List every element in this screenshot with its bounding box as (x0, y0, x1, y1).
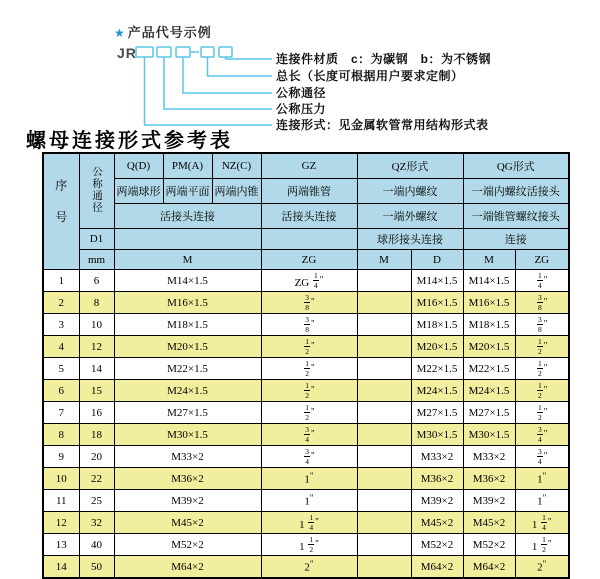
inch-mark: " (315, 537, 319, 548)
cell-qz-d: M30×1.5 (411, 424, 463, 446)
cell-gz-zg: 1 $\frac{1}{4}$ " (261, 512, 357, 534)
header-conn-gz: 活接头连接 (261, 204, 357, 229)
cell-m: M22×1.5 (114, 358, 261, 380)
header-unit-d: D (411, 250, 463, 270)
cell-qg-zg (515, 270, 569, 292)
cell-serial: 13 (43, 534, 79, 556)
cell-serial: 11 (43, 490, 79, 512)
header-serial-text: 序号 (53, 178, 68, 242)
inch-mark: " (543, 427, 548, 438)
fraction: $\frac{1}{2}$ (542, 534, 546, 554)
cell-gz-zg (261, 402, 357, 424)
cell-gz-zg (261, 358, 357, 380)
inch-mark: " (543, 405, 548, 416)
fraction: $\frac{1}{2}$ (305, 402, 310, 422)
cell-serial: 4 (43, 336, 79, 358)
fraction: $\frac{3}{4}$ (305, 424, 310, 444)
inch-mark: " (311, 317, 315, 328)
header-row-4 (43, 229, 569, 250)
inch-mark: " (319, 273, 324, 284)
cell-qz-m (357, 402, 411, 424)
cell-qg-zg (515, 314, 569, 336)
diagram-label-material: 连接件材质 c：为碳钢 b：为不锈钢 (276, 52, 492, 66)
header-unit-m3: M (463, 250, 515, 270)
cell-gz-zg: ZG $\frac{1}{4}$ " (261, 270, 357, 292)
cell-qz-m (357, 336, 411, 358)
inch-mark: " (547, 537, 552, 548)
cell-qg-m: M36×2 (463, 468, 515, 490)
table-row (43, 358, 569, 380)
cell-qz-m (357, 534, 411, 556)
cell-dn: 20 (79, 446, 114, 468)
diagram-label-nominal-pressure: 公称压力 (276, 102, 327, 116)
header-group-qz: QZ形式 (357, 153, 463, 179)
header-unit-m2: M (357, 250, 411, 270)
table-row (43, 534, 569, 556)
cell-m: M20×1.5 (114, 336, 261, 358)
cell-gz-zg (261, 446, 357, 468)
nut-connection-reference-table (42, 152, 570, 579)
cell-serial: 7 (43, 402, 79, 424)
cell-dn: 6 (79, 270, 114, 292)
inch-mark: " (543, 339, 548, 350)
cell-qg-m: M33×2 (463, 446, 515, 468)
header-row-3 (43, 204, 569, 229)
cell-serial: 10 (43, 468, 79, 490)
connector-line-3 (183, 57, 272, 93)
header-conn-qg: 一端锥管螺纹接头 (463, 204, 569, 229)
cell-dn: 50 (79, 556, 114, 579)
cell-qz-d: M24×1.5 (411, 380, 463, 402)
cell-qz-m (357, 380, 411, 402)
cell-gz-zg: 2" (261, 556, 357, 579)
cell-qg-m: M20×1.5 (463, 336, 515, 358)
cell-qz-m (357, 446, 411, 468)
cell-dn: 12 (79, 336, 114, 358)
cell-qz-m (357, 314, 411, 336)
header-desc-nzc: 两端内锥 (212, 179, 261, 204)
table-row (43, 336, 569, 358)
cell-m: M33×2 (114, 446, 261, 468)
header-desc-gz: 两端锥管 (261, 179, 357, 204)
diagram-label-connection-form: 连接形式：见金属软管常用结构形式表 (276, 118, 489, 132)
inch-mark: " (543, 317, 548, 328)
inch-mark: " (311, 427, 315, 438)
table-row (43, 512, 569, 534)
cell-qz-d: M33×2 (411, 446, 463, 468)
cell-qg-m: M30×1.5 (463, 424, 515, 446)
cell-serial: 6 (43, 380, 79, 402)
fraction: $\frac{1}{4}$ (542, 512, 546, 532)
star-icon: ★ (114, 26, 126, 40)
cell-serial: 2 (43, 292, 79, 314)
cell-dn: 15 (79, 380, 114, 402)
cell-gz-zg (261, 292, 357, 314)
inch-mark: " (311, 449, 315, 460)
header-unit-m1: M (114, 250, 261, 270)
header-dn (79, 153, 114, 229)
header-dn-text: 公称通径 (91, 165, 102, 214)
fraction: $\frac{3}{4}$ (538, 424, 542, 444)
inch-mark: " (311, 405, 315, 416)
fraction: $\frac{1}{2}$ (305, 380, 310, 400)
cell-m: M24×1.5 (114, 380, 261, 402)
header-unit-zg1: ZG (261, 250, 357, 270)
cell-qg-zg (515, 380, 569, 402)
cell-dn: 22 (79, 468, 114, 490)
table-row (43, 490, 569, 512)
cell-qz-d: M39×2 (411, 490, 463, 512)
header-blank-2 (261, 229, 357, 250)
cell-qz-d: M16×1.5 (411, 292, 463, 314)
fraction: $\frac{1}{4}$ (313, 270, 318, 290)
header-mm: mm (79, 250, 114, 270)
fraction: $\frac{3}{4}$ (538, 446, 542, 466)
cell-qg-m: M14×1.5 (463, 270, 515, 292)
cell-qg-m: M64×2 (463, 556, 515, 579)
inch-mark: " (315, 515, 319, 526)
cell-qz-m (357, 424, 411, 446)
cell-serial: 3 (43, 314, 79, 336)
cell-serial: 9 (43, 446, 79, 468)
product-code-example-title (114, 22, 212, 41)
cell-qz-d: M45×2 (411, 512, 463, 534)
cell-m: M52×2 (114, 534, 261, 556)
cell-qz-d: M22×1.5 (411, 358, 463, 380)
cell-qg-zg: 1" (515, 468, 569, 490)
cell-m: M36×2 (114, 468, 261, 490)
cell-gz-zg: 1 $\frac{1}{2}$ " (261, 534, 357, 556)
cell-m: M64×2 (114, 556, 261, 579)
header-group-qd: Q(D) (114, 153, 163, 179)
cell-m: M39×2 (114, 490, 261, 512)
table-row (43, 292, 569, 314)
cell-qz-d: M20×1.5 (411, 336, 463, 358)
header-row-2 (43, 179, 569, 204)
cell-qg-zg: 1" (515, 490, 569, 512)
cell-qg-m: M45×2 (463, 512, 515, 534)
code-prefix: JR (117, 45, 137, 61)
cell-qg-m: M27×1.5 (463, 402, 515, 424)
cell-dn: 40 (79, 534, 114, 556)
fraction: $\frac{1}{4}$ (309, 512, 314, 532)
inch-mark: " (543, 361, 548, 372)
cell-qg-m: M39×2 (463, 490, 515, 512)
connector-line-2 (164, 57, 272, 109)
fraction: $\frac{3}{8}$ (538, 292, 542, 312)
cell-qz-d: M52×2 (411, 534, 463, 556)
header-desc-qz: 一端内螺纹 (357, 179, 463, 204)
table-row (43, 446, 569, 468)
cell-qg-zg: 1 $\frac{1}{4}$ " (515, 512, 569, 534)
inch-mark: " (543, 383, 548, 394)
inch-mark: " (311, 383, 315, 394)
fraction: $\frac{3}{8}$ (538, 314, 542, 334)
cell-qg-zg (515, 336, 569, 358)
inch-mark: " (311, 295, 315, 306)
cell-dn: 16 (79, 402, 114, 424)
table-title: 螺母连接形式参考表 (26, 130, 233, 152)
header-d1: D1 (79, 229, 114, 250)
cell-gz-zg (261, 424, 357, 446)
inch-mark: " (543, 295, 548, 306)
inch-mark: " (542, 559, 547, 570)
table-row (43, 270, 569, 292)
header-group-qg: QG形式 (463, 153, 569, 179)
header-group-pma: PM(A) (163, 153, 212, 179)
fraction: $\frac{3}{4}$ (305, 446, 310, 466)
diagram-label-total-length: 总长（长度可根据用户要求定制） (276, 69, 464, 83)
cell-qz-d: M27×1.5 (411, 402, 463, 424)
cell-qg-m: M16×1.5 (463, 292, 515, 314)
cell-qz-m (357, 512, 411, 534)
cell-qz-d: M18×1.5 (411, 314, 463, 336)
header-desc-pma: 两端平面 (163, 179, 212, 204)
table-row (43, 424, 569, 446)
inch-mark: " (309, 471, 314, 482)
fraction: $\frac{1}{2}$ (538, 358, 542, 378)
header-ball-joint-conn: 球形接头连接 (357, 229, 463, 250)
cell-dn: 25 (79, 490, 114, 512)
header-group-nzc: NZ(C) (212, 153, 261, 179)
cell-m: M16×1.5 (114, 292, 261, 314)
cell-m: M18×1.5 (114, 314, 261, 336)
cell-m: M30×1.5 (114, 424, 261, 446)
cell-qg-m: M22×1.5 (463, 358, 515, 380)
code-box-2 (157, 47, 171, 57)
code-box-1 (136, 47, 153, 57)
header-desc-qd: 两端球形 (114, 179, 163, 204)
inch-mark: " (311, 361, 315, 372)
cell-serial: 8 (43, 424, 79, 446)
cell-dn: 8 (79, 292, 114, 314)
fraction: $\frac{1}{2}$ (538, 336, 542, 356)
cell-dn: 32 (79, 512, 114, 534)
cell-dn: 14 (79, 358, 114, 380)
cell-serial: 5 (43, 358, 79, 380)
cell-qg-zg: 1 $\frac{1}{2}$ " (515, 534, 569, 556)
header-serial (43, 153, 79, 270)
fraction: $\frac{1}{2}$ (538, 380, 542, 400)
header-conn-union: 活接头连接 (114, 204, 261, 229)
fraction: $\frac{1}{2}$ (309, 534, 314, 554)
header-row-5 (43, 250, 569, 270)
code-box-5 (219, 47, 232, 57)
table-row (43, 380, 569, 402)
code-box-3 (176, 47, 190, 57)
cell-gz-zg: 1" (261, 490, 357, 512)
inch-mark: " (309, 493, 314, 504)
cell-qg-m: M24×1.5 (463, 380, 515, 402)
cell-qg-zg (515, 424, 569, 446)
fraction: $\frac{1}{2}$ (538, 402, 542, 422)
fraction: $\frac{1}{2}$ (305, 336, 310, 356)
code-box-4 (201, 47, 214, 57)
connector-line-4 (208, 57, 273, 76)
cell-qz-m (357, 292, 411, 314)
header-desc-qg: 一端内螺纹活接头 (463, 179, 569, 204)
cell-gz-zg (261, 380, 357, 402)
cell-qg-zg (515, 358, 569, 380)
header-row-1 (43, 153, 569, 179)
cell-qg-zg: 2" (515, 556, 569, 579)
table-row (43, 314, 569, 336)
table-body (43, 270, 569, 579)
cell-m: M27×1.5 (114, 402, 261, 424)
inch-mark: " (547, 515, 552, 526)
inch-mark: " (543, 273, 548, 284)
cell-qz-d: M64×2 (411, 556, 463, 579)
inch-mark: " (543, 449, 548, 460)
cell-qz-m (357, 468, 411, 490)
fraction: $\frac{1}{2}$ (305, 358, 310, 378)
fraction: $\frac{1}{4}$ (538, 270, 542, 290)
cell-qz-m (357, 270, 411, 292)
inch-mark: " (309, 559, 314, 570)
fraction: $\frac{3}{8}$ (305, 314, 310, 334)
cell-serial: 1 (43, 270, 79, 292)
cell-qg-zg (515, 446, 569, 468)
cell-qg-m: M18×1.5 (463, 314, 515, 336)
header-unit-zg2: ZG (515, 250, 569, 270)
cell-qg-zg (515, 292, 569, 314)
inch-mark: " (542, 493, 547, 504)
cell-gz-zg: 1" (261, 468, 357, 490)
fraction: $\frac{3}{8}$ (305, 292, 310, 312)
header-group-gz: GZ (261, 153, 357, 179)
header-conn: 连接 (463, 229, 569, 250)
cell-qz-m (357, 490, 411, 512)
cell-gz-zg (261, 336, 357, 358)
cell-m: M14×1.5 (114, 270, 261, 292)
table-row (43, 402, 569, 424)
connector-line-5 (226, 57, 273, 59)
header-conn-qz: 一端外螺纹 (357, 204, 463, 229)
cell-dn: 18 (79, 424, 114, 446)
cell-qz-m (357, 358, 411, 380)
diagram-label-nominal-diameter: 公称通径 (276, 86, 327, 100)
cell-qz-d: M36×2 (411, 468, 463, 490)
inch-mark: " (542, 471, 547, 482)
cell-serial: 12 (43, 512, 79, 534)
cell-qg-m: M52×2 (463, 534, 515, 556)
cell-dn: 10 (79, 314, 114, 336)
cell-serial: 14 (43, 556, 79, 579)
header-blank-1 (114, 229, 261, 250)
product-code-example-text: 产品代号示例 (127, 25, 212, 40)
cell-gz-zg (261, 314, 357, 336)
table-row (43, 468, 569, 490)
cell-qg-zg (515, 402, 569, 424)
inch-mark: " (311, 339, 315, 350)
cell-qz-d: M14×1.5 (411, 270, 463, 292)
cell-m: M45×2 (114, 512, 261, 534)
